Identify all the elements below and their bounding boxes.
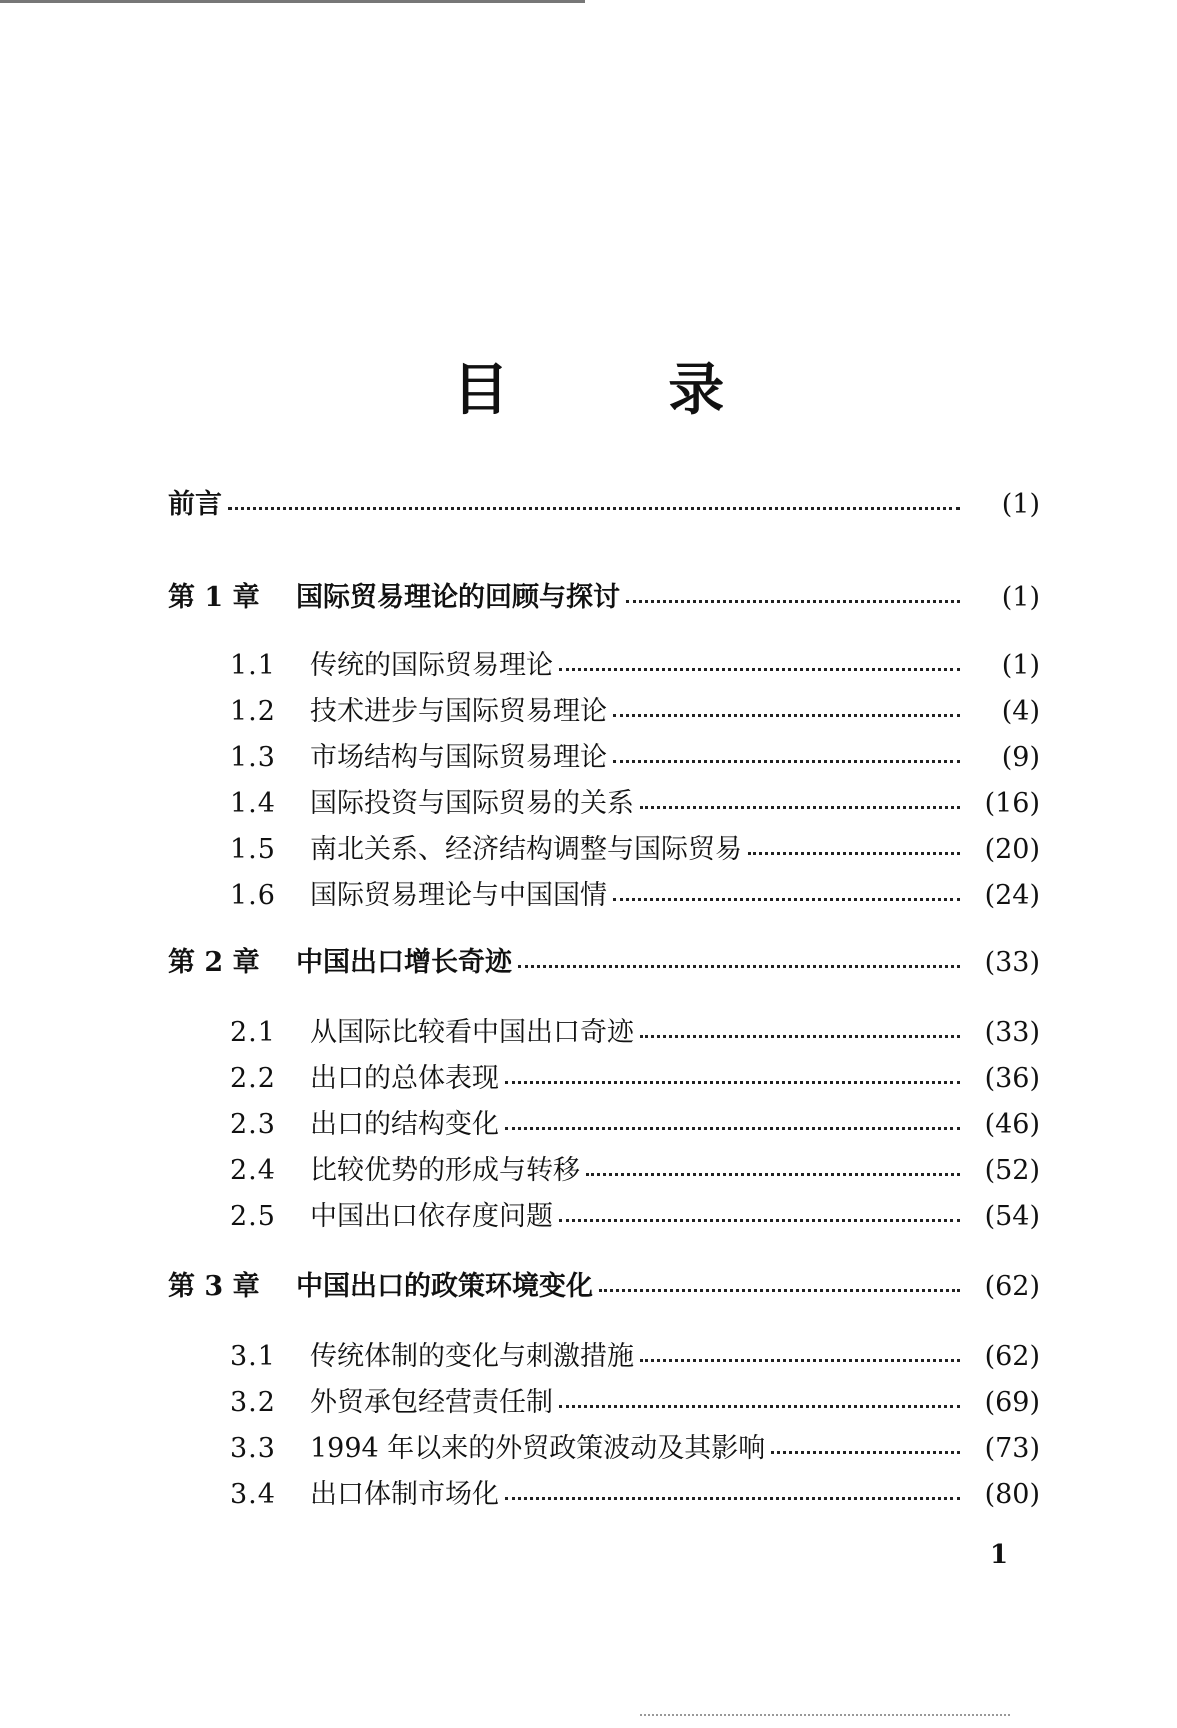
toc-section-1-1 [168,646,1040,686]
toc-entry-title: 中国出口的政策环境变化 [296,1271,593,1302]
toc-entry-page: (9) [1001,742,1040,773]
dot-leader [586,1173,960,1176]
toc-section-number: 1.6 [230,880,276,911]
toc-section-1-3 [168,738,1040,778]
toc-chapter-number: 第 1 章 [168,582,260,613]
dot-leader [748,852,960,855]
toc-entry-page: (62) [984,1341,1040,1372]
dot-leader [640,806,960,809]
dot-leader [228,507,960,510]
toc-section-2-3 [168,1105,1040,1145]
toc-section-number: 3.1 [230,1341,276,1372]
toc-entry-title: 传统的国际贸易理论 [310,650,553,681]
toc-entry-title: 传统体制的变化与刺激措施 [310,1341,634,1372]
toc-section-2-4 [168,1151,1040,1191]
dot-leader [599,1289,960,1292]
toc-section-3-2 [168,1383,1040,1423]
dot-leader [505,1081,960,1084]
toc-section-1-2 [168,692,1040,732]
toc-entry-title: 技术进步与国际贸易理论 [310,696,607,727]
dot-leader [613,760,960,763]
dot-leader [640,1359,960,1362]
top-rule [0,0,585,3]
footer-page-number: 1 [990,1540,1009,1570]
toc-chapter-number: 第 3 章 [168,1271,260,1302]
toc-section-number: 2.5 [230,1201,276,1232]
toc-section-1-6 [168,876,1040,916]
toc-section-1-5 [168,830,1040,870]
toc-entry-title: 出口的结构变化 [310,1109,499,1140]
toc-section-number: 3.4 [230,1479,276,1510]
toc-section-number: 1.2 [230,696,276,727]
toc-entry-title: 比较优势的形成与转移 [310,1155,580,1186]
toc-entry-title: 国际投资与国际贸易的关系 [310,788,634,819]
dot-leader [505,1497,960,1500]
toc-entry-page: (62) [984,1271,1040,1302]
toc-chapter-3 [168,1267,1040,1307]
toc-section-3-1 [168,1337,1040,1377]
dot-leader [559,1219,960,1222]
toc-entry-page: (33) [984,947,1040,978]
toc-section-1-4 [168,784,1040,824]
toc-entry-page: (16) [984,788,1040,819]
dot-leader [771,1451,960,1454]
dot-leader [559,1405,960,1408]
toc-entry-page: (73) [984,1433,1040,1464]
toc-entry-title: 市场结构与国际贸易理论 [310,742,607,773]
toc-entry-page: (52) [984,1155,1040,1186]
dot-leader [505,1127,960,1130]
toc-section-number: 1.3 [230,742,276,773]
toc-section-number: 1.4 [230,788,276,819]
toc-entry-title: 南北关系、经济结构调整与国际贸易 [310,834,742,865]
toc-entry-title: 国际贸易理论与中国国情 [310,880,607,911]
toc-entry-title: 中国出口依存度问题 [310,1201,553,1232]
toc-entry-page: (20) [984,834,1040,865]
toc-entry-preface [168,485,1040,525]
toc-entry-title: 前言 [168,489,222,520]
toc-chapter-1 [168,578,1040,618]
toc-entry-title: 1994 年以来的外贸政策波动及其影响 [310,1433,766,1464]
toc-entry-title: 出口体制市场化 [310,1479,499,1510]
toc-chapter-2 [168,943,1040,983]
toc-section-number: 3.2 [230,1387,276,1418]
toc-entry-page: (4) [1001,696,1040,727]
toc-entry-page: (33) [984,1017,1040,1048]
toc-entry-page: (69) [984,1387,1040,1418]
toc-section-number: 2.2 [230,1063,276,1094]
toc-chapter-number: 第 2 章 [168,947,260,978]
toc-entry-title: 从国际比较看中国出口奇迹 [310,1017,634,1048]
toc-entry-title: 国际贸易理论的回顾与探讨 [296,582,620,613]
toc-section-number: 1.5 [230,834,276,865]
toc-section-3-4 [168,1475,1040,1515]
toc-entry-page: (1) [1001,650,1040,681]
toc-section-number: 3.3 [230,1433,276,1464]
toc-entry-page: (46) [984,1109,1040,1140]
toc-section-number: 2.3 [230,1109,276,1140]
toc-entry-page: (54) [984,1201,1040,1232]
toc-entry-page: (1) [1001,582,1040,613]
toc-entry-title: 中国出口增长奇迹 [296,947,512,978]
page-title: 目 录 [452,357,795,423]
dot-leader [626,600,960,603]
toc-section-2-5 [168,1197,1040,1237]
dot-leader [640,1035,960,1038]
dot-leader [559,668,960,671]
toc-entry-page: (1) [1001,489,1040,520]
toc-section-3-3 [168,1429,1040,1469]
toc-entry-page: (36) [984,1063,1040,1094]
dot-leader [518,965,960,968]
toc-section-2-1 [168,1013,1040,1053]
toc-entry-title: 出口的总体表现 [310,1063,499,1094]
toc-section-number: 1.1 [230,650,276,681]
scan-artifact-line [640,1712,1010,1716]
dot-leader [613,714,960,717]
toc-entry-page: (80) [984,1479,1040,1510]
toc-entry-page: (24) [984,880,1040,911]
dot-leader [613,898,960,901]
toc-section-number: 2.1 [230,1017,276,1048]
toc-section-number: 2.4 [230,1155,276,1186]
toc-entry-title: 外贸承包经营责任制 [310,1387,553,1418]
toc-section-2-2 [168,1059,1040,1099]
